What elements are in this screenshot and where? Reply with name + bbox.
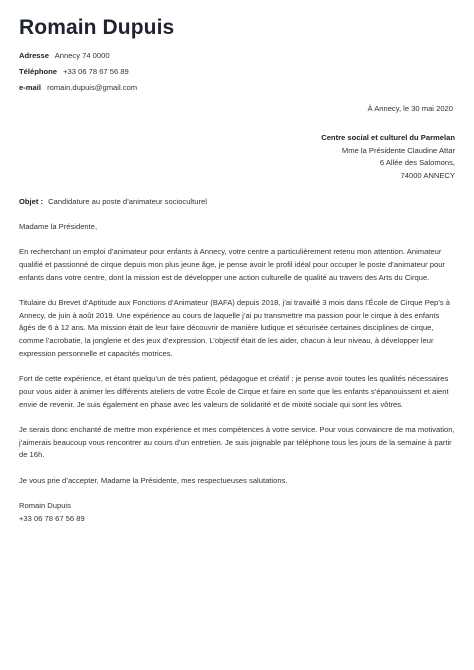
body-paragraph-2: Titulaire du Brevet d’Aptitude aux Fonctions d’Animateur (BAFA) depuis 2018, j’ai travaillé 3 mois dans l’École de Cirque Pep’s à Annecy, de juin à août 2019. Une expérience au cours de laquelle j’ai pu transmettre ma passion pour le cirque à des enfants âgés de 6 à 12 ans. Ma mission était de leur faire découvrir de manière ludique et sécurisée certaines disciplines de cirque, comme l’acrobatie, la jonglerie et des jeux d’expression. L’objectif était de les aider, chacun à leur niveau, à développer leur expression personnelle et capacités motrices. [19,298,450,358]
closing-paragraph: Je vous prie d’accepter, Madame la Présidente, mes respectueuses salutations. [19,475,288,485]
recipient-city: 74000 ANNECY [400,171,455,181]
recipient-street: 6 Allée des Salomons, [379,158,455,168]
address-label: Adresse [19,51,49,60]
applicant-name: Romain Dupuis [19,16,175,39]
recipient-block [321,132,455,183]
phone-value: +33 06 78 67 56 89 [63,67,129,76]
signature-phone: +33 06 78 67 56 89 [19,513,85,523]
recipient-organization: Centre social et culturel du Parmelan [321,133,455,142]
salutation: Madame la Présidente, [19,222,98,231]
recipient-person: Mme la Présidente Claudine Attar [341,145,455,155]
email-label: e-mail [19,83,41,92]
contact-address [19,51,110,60]
body-paragraph-3: Fort de cette expérience, et étant quelqu’un de très patient, pédagogue et créatif ; je pense avoir toutes les qualités nécessaires pour vous aider à animer les différents ateliers de votre École de Cirque et faire en sorte que les enfants s’épanouissent et aient envie de revenir. Je suis également en phase avec les valeurs de solidarité et de mixité sociale qui sont les vôtres. [19,374,449,409]
body-paragraph-4: Je serais donc enchanté de mettre mon expérience et mes compétences à votre service. Pour vous convaincre de ma motivation, j’aimerais beaucoup vous rencontrer au cours d’un entretien. Je suis joignable par téléphone tous les jours de la semaine à partir de 16h. [19,424,455,460]
letter-body [19,221,456,525]
subject-text: Candidature au poste d’animateur socioculturel [48,197,207,206]
phone-label: Téléphone [19,67,57,76]
subject-label: Objet : [19,197,44,206]
letter-date: À Annecy, le 30 mai 2020 [367,104,453,113]
email-value: romain.dupuis@gmail.com [47,83,138,92]
letter-subject [19,197,207,206]
contact-phone [19,67,129,76]
signature-name: Romain Dupuis [19,500,71,510]
signature-block [19,500,456,525]
body-paragraph-1: En recherchant un emploi d’animateur pour enfants à Annecy, votre centre a particulièrement retenu mon attention. Animateur qualifié et passionné de cirque depuis mon plus jeune âge, je pense avoir le profil idéal pour occuper le poste d’animateur pour enfants dans votre centre, dont la mission est de développer une action culturelle de qualité au travers des Arts du Cirque. [19,247,445,282]
address-value: Annecy 74 0000 [54,51,110,60]
contact-email [19,83,137,92]
